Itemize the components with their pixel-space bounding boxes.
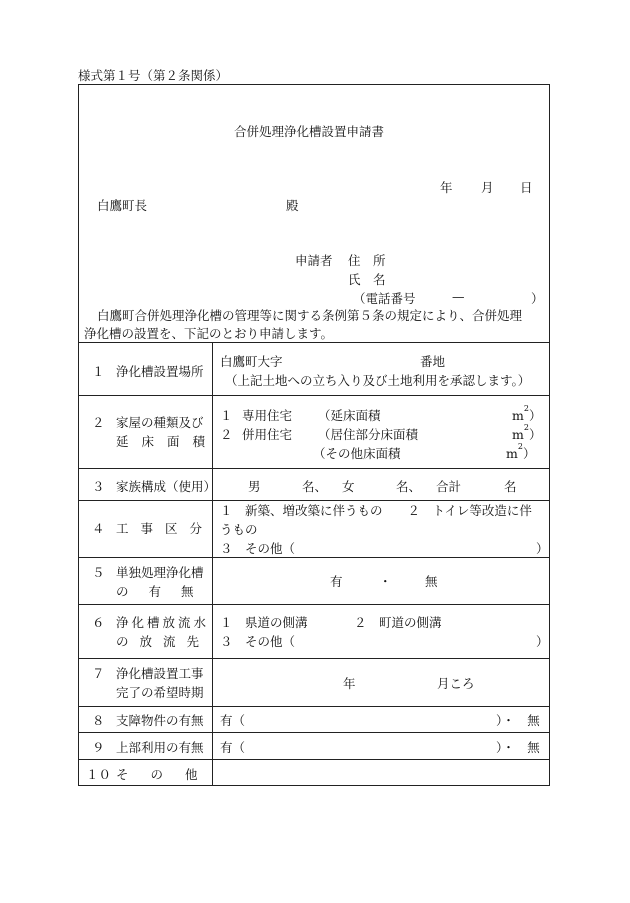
divider xyxy=(78,395,550,396)
row-10-label: その他 xyxy=(116,767,220,782)
row-6-label-2: の放流先 xyxy=(116,634,211,649)
date-year: 年 xyxy=(440,180,453,195)
row-1-lot: 番地 xyxy=(420,354,446,369)
unit-sup: 2 xyxy=(523,423,529,432)
divider xyxy=(78,706,550,707)
option-2-number: ２ xyxy=(220,427,233,442)
unit-m: m xyxy=(512,408,524,423)
row-5-label-2: の有無 xyxy=(116,584,214,599)
divider xyxy=(78,604,550,605)
male-label: 男 xyxy=(248,479,261,494)
female-unit: 名、 xyxy=(396,479,422,494)
unit-sup: 2 xyxy=(523,404,529,413)
row-2-number: ２ xyxy=(92,415,105,430)
outflow-option-2: ２ 町道の側溝 xyxy=(354,615,442,630)
addressee-honorific: 殿 xyxy=(286,198,299,213)
row-4-line-2: うもの xyxy=(220,522,258,537)
phone-close: ） xyxy=(531,291,544,306)
option-2-type: 併用住宅 xyxy=(242,427,293,442)
row-1-consent: （上記土地への立ち入り及び土地利用を承認します。） xyxy=(225,373,531,388)
row-4-other-close: ） xyxy=(536,541,549,556)
row-5-label-1: 単独処理浄化槽 xyxy=(116,565,204,580)
row-9-no: ）・ 無 xyxy=(496,740,540,755)
unit-close: ） xyxy=(528,408,542,423)
column-divider xyxy=(212,342,213,786)
row-4-number: ４ xyxy=(92,521,105,536)
total-unit: 名 xyxy=(504,479,517,494)
row-4-label: 工事区分 xyxy=(116,521,215,536)
option-1-unit xyxy=(512,406,541,424)
row-5-number: ５ xyxy=(92,565,105,580)
completion-year: 年 xyxy=(343,676,356,691)
row-9-yes: 有（ xyxy=(220,740,246,755)
divider xyxy=(78,557,550,558)
completion-month: 月ころ xyxy=(437,676,475,691)
row-10-number: １０ xyxy=(86,767,112,782)
row-2-label-2 xyxy=(116,432,219,450)
row-7-number: ７ xyxy=(92,666,105,681)
applicant-label: 申請者 xyxy=(295,253,333,268)
intro-line-2: 浄化槽の設置を、下記のとおり申請します。 xyxy=(84,326,334,341)
unit-sup: 2 xyxy=(517,442,523,451)
form-number: 様式第１号（第２条関係） xyxy=(78,68,229,83)
row-1-village: 白鷹町大字 xyxy=(220,354,283,369)
presence-no: 無 xyxy=(425,574,438,589)
unit-m: m xyxy=(512,427,524,442)
option-3-unit xyxy=(506,444,535,462)
option-1-area: （延床面積 xyxy=(318,408,381,423)
option-1-number: １ xyxy=(220,408,233,423)
male-unit: 名、 xyxy=(302,479,328,494)
row-2-label-1: 家屋の種類及び xyxy=(116,415,204,430)
outflow-option-3: ３ その他（ xyxy=(220,634,296,649)
row-3-number: ３ xyxy=(92,479,105,494)
row-8-no: ）・ 無 xyxy=(496,713,540,728)
row-9-label: 上部利用の有無 xyxy=(116,740,204,755)
option-2-unit xyxy=(512,425,541,443)
date-month: 月 xyxy=(481,180,494,195)
row-2-label-2-text: 延床面積 xyxy=(116,434,219,449)
row-8-number: ８ xyxy=(92,713,105,728)
row-7-label-2: 完了の希望時期 xyxy=(116,685,204,700)
option-2-area: （居住部分床面積 xyxy=(318,427,419,442)
divider xyxy=(78,468,550,469)
divider xyxy=(78,759,550,760)
phone-open: （電話番号 xyxy=(353,291,416,306)
row-6-number: ６ xyxy=(92,615,105,630)
divider xyxy=(78,658,550,659)
name-label: 氏 名 xyxy=(348,272,386,287)
unit-close: ） xyxy=(528,427,542,442)
date-day: 日 xyxy=(520,180,533,195)
option-1-type: 専用住宅 xyxy=(242,408,293,423)
row-7-label-1: 浄化槽設置工事 xyxy=(116,666,204,681)
phone-dash: — xyxy=(452,289,465,304)
female-label: 女 xyxy=(342,479,355,494)
outflow-option-3-close: ） xyxy=(536,634,549,649)
row-6-label-1: 浄化槽放流水 xyxy=(116,615,210,630)
option-3-area: （その他床面積 xyxy=(313,446,401,461)
addressee-name: 白鷹町長 xyxy=(97,198,148,213)
unit-close: ） xyxy=(522,446,536,461)
row-1-label: 浄化槽設置場所 xyxy=(116,364,204,379)
address-label: 住 所 xyxy=(348,253,386,268)
row-3-label: 家族構成（使用） xyxy=(116,479,217,494)
presence-dot: ・ xyxy=(379,574,392,589)
divider xyxy=(78,342,550,343)
row-4-line-1: １ 新築、増改築に伴うもの ２ トイレ等改造に伴 xyxy=(220,503,532,518)
divider xyxy=(78,732,550,733)
row-8-yes: 有（ xyxy=(220,713,246,728)
row-8-label: 支障物件の有無 xyxy=(116,713,204,728)
unit-m: m xyxy=(506,446,518,461)
row-9-number: ９ xyxy=(92,740,105,755)
row-4-other: ３ その他（ xyxy=(220,541,296,556)
intro-line-1: 白鷹町合併処理浄化槽の管理等に関する条例第５条の規定により、合併処理 xyxy=(97,308,523,323)
total-label: 合計 xyxy=(436,479,462,494)
form-title: 合併処理浄化槽設置申請書 xyxy=(234,124,385,139)
outflow-option-1: １ 県道の側溝 xyxy=(220,615,308,630)
row-1-number: １ xyxy=(92,364,105,379)
presence-yes: 有 xyxy=(330,574,343,589)
